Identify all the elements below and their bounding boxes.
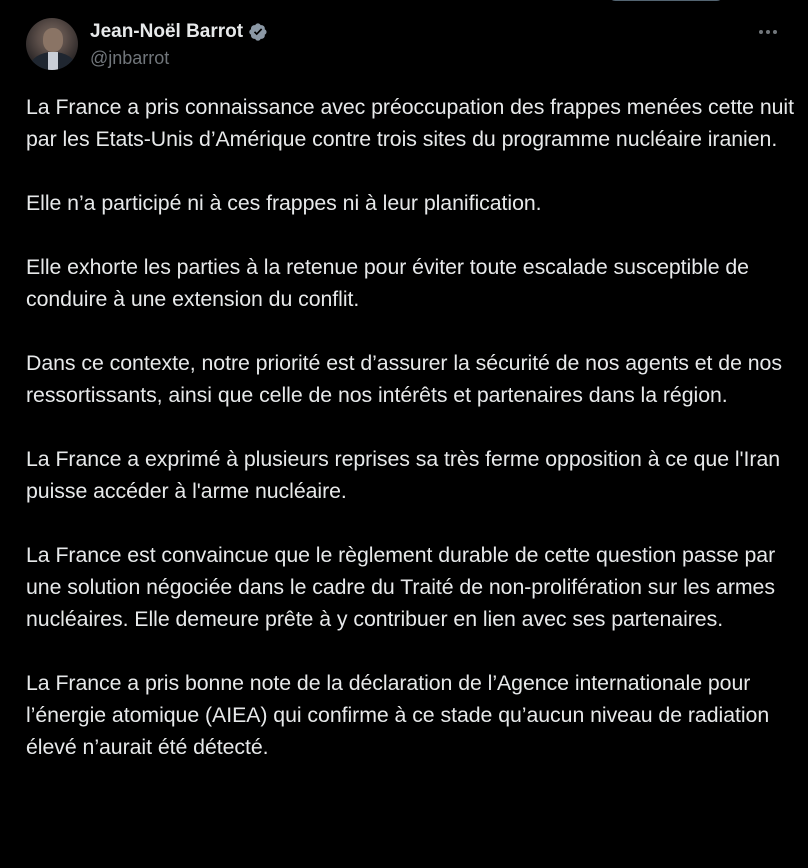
more-dot — [766, 30, 770, 34]
tweet-header — [26, 18, 782, 74]
tweet-paragraph: La France a exprimé à plusieurs reprises sa très ferme opposition à ce que l'Iran puisse accéder à l'arme nucléaire. — [26, 447, 781, 503]
name-row — [90, 20, 268, 44]
more-options-icon[interactable] — [756, 22, 780, 42]
author-display-name[interactable]: Jean-Noël Barrot — [90, 21, 244, 42]
avatar-shirt — [48, 52, 58, 70]
avatar-face — [43, 28, 63, 52]
more-dot — [759, 30, 763, 34]
avatar[interactable] — [26, 18, 78, 70]
tweet-paragraph: La France a pris connaissance avec préoccupation des frappes menées cette nuit par les Etats-Unis d’Amérique contre trois sites du programme nucléaire iranien. — [26, 95, 794, 151]
author-handle[interactable]: @jnbarrot — [90, 48, 170, 68]
tweet-paragraph: La France est convaincue que le règlement durable de cette question passe par une solution négociée dans le cadre du Traité de non-prolifération sur les armes nucléaires. Elle demeure prête à y contribuer en lien avec ses partenaires. — [26, 543, 776, 631]
more-dot — [773, 30, 777, 34]
tweet-paragraph: Dans ce contexte, notre priorité est d’assurer la sécurité de nos agents et de nos ressortissants, ainsi que celle de nos intérêts et partenaires dans la région. — [26, 351, 782, 407]
tweet-paragraph: Elle n’a participé ni à ces frappes ni à leur planification. — [26, 191, 542, 215]
top-button-edge[interactable] — [608, 0, 724, 1]
tweet-paragraph: La France a pris bonne note de la déclaration de l’Agence internationale pour l’énergie atomique (AIEA) qui confirme à ce stade qu’aucun niveau de radiation élevé n’aurait été détecté. — [26, 671, 770, 759]
tweet-text — [26, 91, 796, 795]
tweet-paragraph: Elle exhorte les parties à la retenue pour éviter toute escalade susceptible de conduire à une extension du conflit. — [26, 255, 749, 311]
verified-badge-icon[interactable] — [248, 22, 268, 42]
